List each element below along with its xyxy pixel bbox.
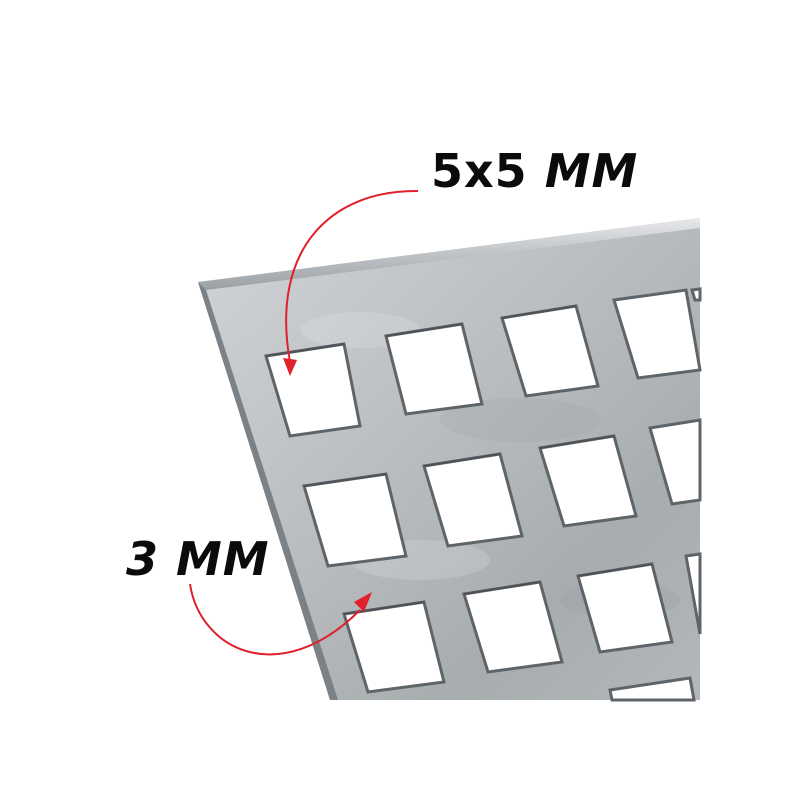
bridge-width-label (126, 532, 270, 586)
bridge-width-unit: MM (176, 532, 270, 586)
hole-size-value: 5x5 (431, 144, 528, 198)
hole-size-unit: MM (544, 144, 639, 198)
hole (692, 289, 700, 300)
bridge-width-value: 3 (126, 532, 160, 586)
hole-size-label (431, 144, 639, 198)
